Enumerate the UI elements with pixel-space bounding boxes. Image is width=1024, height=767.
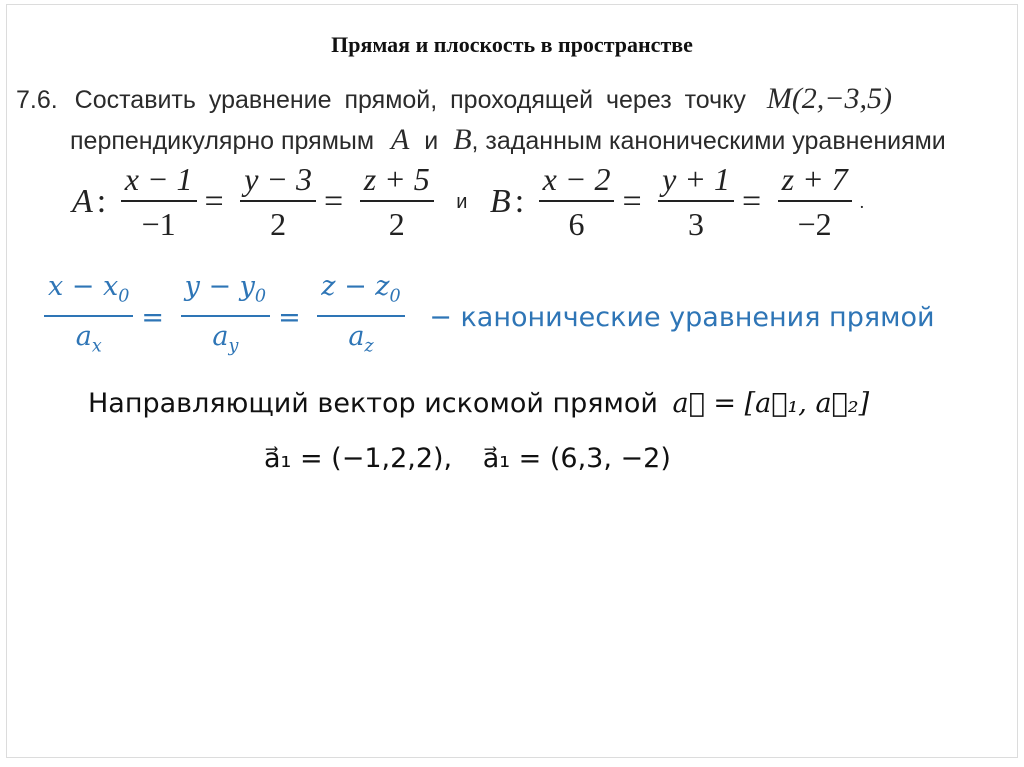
direction-text: Направляющий вектор искомой прямой <box>88 388 658 419</box>
problem-number: 7.6. <box>16 86 58 114</box>
canon-frac-x: $\frac{x - x_0}{a_x}$ <box>44 268 133 367</box>
problem-text-2a: перпендикулярно прямым <box>70 127 375 155</box>
eq-b-frac-1: $\frac{x - 2}{6}$ <box>539 158 615 246</box>
line-a-name: A <box>391 123 410 156</box>
equations-a-b: A : $\frac{x - 1}{-1}$ = $\frac{y - 3}{2}$ = $\frac{z + 5}{2}$ и B : $\frac{x - 2}{6}$ = $\frac{y + 1}{3}$ = $\frac{z + 7}{-2}$ . <box>68 158 868 246</box>
point-m: M(2,−3,5) <box>766 82 893 115</box>
line-b-name: B <box>453 123 472 156</box>
eq-b-frac-2: $\frac{y + 1}{3}$ <box>658 158 734 246</box>
problem-text-1: Составить уравнение прямой, проходящей через точку <box>74 86 746 114</box>
eq-b-label: B <box>489 183 511 220</box>
canonical-equation: $\frac{x - x_0}{a_x}$ = $\frac{y - y_0}{a_y}$ = $\frac{z - z_0}{a_z}$ − канонические уравнения прямой <box>40 268 939 367</box>
eq-a-label: A <box>72 183 93 220</box>
and-word: и <box>424 127 439 155</box>
vectors-line <box>264 443 671 474</box>
canon-frac-y: $\frac{y - y_0}{a_y}$ <box>181 268 270 367</box>
eq-a-frac-3: $\frac{z + 5}{2}$ <box>360 158 434 246</box>
canon-frac-z: $\frac{z - z_0}{a_z}$ <box>317 268 404 367</box>
eq-a-frac-1: $\frac{x - 1}{-1}$ <box>121 158 197 246</box>
problem-line-2 <box>70 123 946 157</box>
slide <box>6 4 1018 758</box>
vector-2: a⃗₁ = (6,3, −2) <box>482 443 671 474</box>
canonical-caption: − канонические уравнения прямой <box>429 301 935 333</box>
slide-title: Прямая и плоскость в пространстве <box>331 32 693 57</box>
problem-line-1 <box>16 82 892 116</box>
eq-a-frac-2: $\frac{y - 3}{2}$ <box>240 158 316 246</box>
vector-1: a⃗₁ = (−1,2,2), <box>264 443 453 474</box>
problem-text-2b: , заданным каноническими уравнениями <box>471 127 946 155</box>
direction-formula: a⃗ = [a⃗₁, a⃗₂] <box>672 388 870 419</box>
direction-vector-line <box>88 388 869 419</box>
eq-b-frac-3: $\frac{z + 7}{-2}$ <box>778 158 852 246</box>
and-word-2: и <box>456 190 468 213</box>
